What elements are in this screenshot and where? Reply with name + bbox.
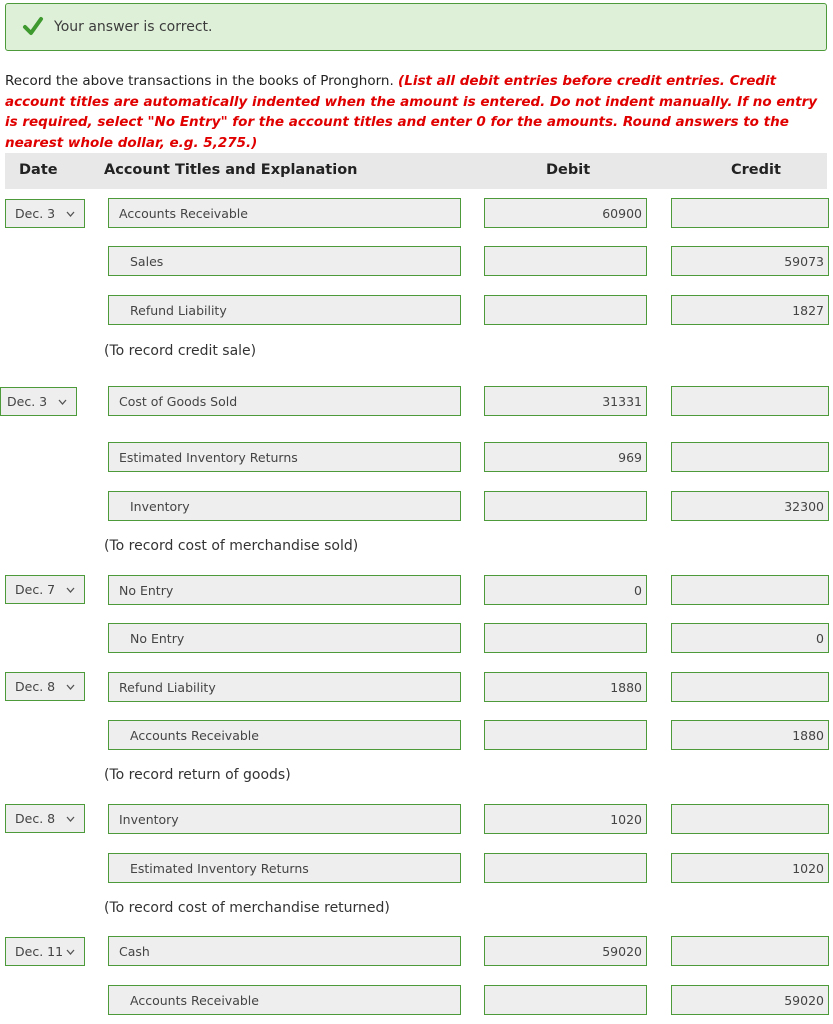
chevron-down-icon — [66, 684, 75, 690]
account-title-field[interactable]: Inventory — [108, 804, 461, 834]
debit-field[interactable]: 60900 — [484, 198, 647, 228]
correct-answer-banner — [5, 3, 827, 51]
header-debit: Debit — [546, 162, 591, 178]
chevron-down-icon — [66, 816, 75, 822]
table-header — [5, 153, 827, 189]
debit-field[interactable] — [484, 623, 647, 653]
date-value: Dec. 7 — [15, 582, 56, 597]
account-title-field[interactable]: Accounts Receivable — [108, 198, 461, 228]
debit-field[interactable]: 0 — [484, 575, 647, 605]
account-title-field[interactable]: Estimated Inventory Returns — [108, 442, 461, 472]
chevron-down-icon — [58, 399, 67, 405]
debit-field[interactable] — [484, 853, 647, 883]
chevron-down-icon — [66, 587, 75, 593]
account-title-field[interactable]: No Entry — [108, 623, 461, 653]
credit-field[interactable]: 0 — [671, 623, 829, 653]
entry-explanation: (To record credit sale) — [104, 343, 257, 359]
debit-field[interactable] — [484, 295, 647, 325]
account-title-field[interactable]: Refund Liability — [108, 672, 461, 702]
credit-field[interactable]: 59020 — [671, 985, 829, 1015]
date-value: Dec. 3 — [15, 206, 56, 221]
credit-field[interactable]: 1880 — [671, 720, 829, 750]
date-select[interactable] — [5, 937, 85, 966]
credit-field[interactable] — [671, 442, 829, 472]
credit-field[interactable] — [671, 672, 829, 702]
account-title-field[interactable]: No Entry — [108, 575, 461, 605]
header-date: Date — [19, 162, 58, 178]
banner-message: Your answer is correct. — [54, 19, 213, 35]
date-value: Dec. 8 — [15, 811, 56, 826]
header-credit: Credit — [731, 162, 781, 178]
date-value: Dec. 3 — [7, 394, 48, 409]
debit-field[interactable]: 1020 — [484, 804, 647, 834]
chevron-down-icon — [66, 949, 75, 955]
entry-explanation: (To record return of goods) — [104, 767, 291, 783]
debit-field[interactable]: 59020 — [484, 936, 647, 966]
instructions-emphasis: (List all debit entries before credit entries. Credit account titles are automatically indented when the amount is entered. Do not indent manually. If no entry is required, select "No Entry" for the account titles and enter 0 for the amounts. Round answers to the nearest whole dollar, e.g. 5,275.) — [5, 73, 818, 151]
checkmark-icon — [22, 14, 44, 38]
header-account: Account Titles and Explanation — [104, 162, 358, 178]
credit-field[interactable]: 1020 — [671, 853, 829, 883]
debit-field[interactable] — [484, 491, 647, 521]
date-select[interactable] — [5, 199, 85, 228]
account-title-field[interactable]: Estimated Inventory Returns — [108, 853, 461, 883]
credit-field[interactable]: 32300 — [671, 491, 829, 521]
credit-field[interactable]: 59073 — [671, 246, 829, 276]
debit-field[interactable]: 969 — [484, 442, 647, 472]
date-select[interactable] — [5, 672, 85, 701]
debit-field[interactable] — [484, 985, 647, 1015]
account-title-field[interactable]: Inventory — [108, 491, 461, 521]
instructions-text: Record the above transactions in the books of Pronghorn. — [5, 73, 399, 89]
credit-field[interactable] — [671, 386, 829, 416]
credit-field[interactable] — [671, 804, 829, 834]
credit-field[interactable]: 1827 — [671, 295, 829, 325]
instructions — [5, 71, 827, 153]
date-value: Dec. 11 — [15, 944, 64, 959]
account-title-field[interactable]: Accounts Receivable — [108, 720, 461, 750]
entry-explanation: (To record cost of merchandise returned) — [104, 900, 390, 916]
date-select[interactable] — [5, 575, 85, 604]
date-value: Dec. 8 — [15, 679, 56, 694]
account-title-field[interactable]: Sales — [108, 246, 461, 276]
account-title-field[interactable]: Cost of Goods Sold — [108, 386, 461, 416]
chevron-down-icon — [66, 211, 75, 217]
date-select[interactable] — [5, 804, 85, 833]
debit-field[interactable] — [484, 720, 647, 750]
credit-field[interactable] — [671, 198, 829, 228]
credit-field[interactable] — [671, 936, 829, 966]
account-title-field[interactable]: Refund Liability — [108, 295, 461, 325]
debit-field[interactable]: 31331 — [484, 386, 647, 416]
debit-field[interactable]: 1880 — [484, 672, 647, 702]
entry-explanation: (To record cost of merchandise sold) — [104, 538, 359, 554]
debit-field[interactable] — [484, 246, 647, 276]
account-title-field[interactable]: Accounts Receivable — [108, 985, 461, 1015]
account-title-field[interactable]: Cash — [108, 936, 461, 966]
credit-field[interactable] — [671, 575, 829, 605]
date-select[interactable] — [0, 387, 77, 416]
